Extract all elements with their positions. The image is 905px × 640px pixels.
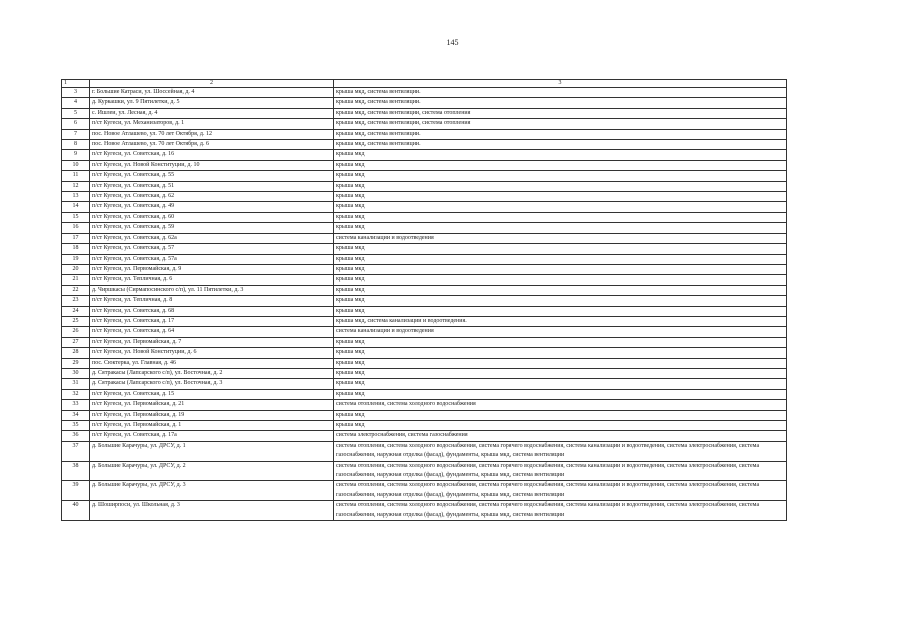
table-row (62, 181, 787, 191)
row-address: п/ст Кугеси, ул. Советская, д. 49 (90, 202, 334, 212)
row-number: 34 (62, 410, 90, 420)
row-number: 31 (62, 379, 90, 389)
row-number: 28 (62, 348, 90, 358)
table-row (62, 275, 787, 285)
row-work-types: крыша мкд, система вентиляции. (334, 88, 787, 98)
row-number: 32 (62, 389, 90, 399)
header-col-2: 2 (90, 80, 334, 88)
row-work-types: крыша мкд (334, 358, 787, 368)
row-work-types: крыша мкд, система канализации и водоотведения. (334, 316, 787, 326)
row-address: п/ст Кугеси, ул. Советская, д. 57 (90, 244, 334, 254)
row-address: п/ст Кугеси, ул. Первомайская, д. 9 (90, 264, 334, 274)
row-number: 24 (62, 306, 90, 316)
row-address: п/ст Кугеси, ул. Советская, д. 17 (90, 316, 334, 326)
table-row (62, 140, 787, 150)
row-address: пос. Сюктерка, ул. Главная, д. 46 (90, 358, 334, 368)
table-row (62, 223, 787, 233)
row-number: 27 (62, 337, 90, 347)
row-work-types: крыша мкд (334, 306, 787, 316)
table-row (62, 400, 787, 410)
row-number: 3 (62, 88, 90, 98)
table-row (62, 98, 787, 108)
row-address: д. Куркашки, ул. 9 Пятилетки, д. 5 (90, 98, 334, 108)
row-work-types: крыша мкд (334, 410, 787, 420)
row-address: п/ст Кугеси, ул. Советская, д. 68 (90, 306, 334, 316)
table-row (62, 192, 787, 202)
row-address: д. Сятракасы (Лапсарского с/п), ул. Восточная, д. 3 (90, 379, 334, 389)
table-row (62, 244, 787, 254)
row-work-types: крыша мкд (334, 212, 787, 222)
row-work-types: система электроснабжения, система газоснабжения (334, 431, 787, 441)
row-work-types: крыша мкд (334, 296, 787, 306)
row-number: 22 (62, 285, 90, 295)
row-work-types: крыша мкд (334, 264, 787, 274)
table-row (62, 501, 787, 521)
row-address: пос. Новое Атлашево, ул. 70 лет Октября, д. 6 (90, 140, 334, 150)
row-address: п/ст Кугеси, ул. Тепличная, д. 6 (90, 275, 334, 285)
row-work-types: крыша мкд (334, 389, 787, 399)
row-number: 17 (62, 233, 90, 243)
row-work-types: крыша мкд, система вентиляции. (334, 98, 787, 108)
table-row (62, 254, 787, 264)
table-row (62, 129, 787, 139)
row-address: п/ст Кугеси, ул. Первомайская, д. 21 (90, 400, 334, 410)
row-address: п/ст Кугеси, ул. Советская, д. 59 (90, 223, 334, 233)
row-work-types: система отопления, система холодного водоснабжения, система горячего водоснабжения, система канализации и водоотведения, система электроснабжения, система газоснабжения, наружная отделка (фасад), фундаменты, крыша мкд, система вентиляции (334, 441, 787, 461)
row-work-types: крыша мкд, система вентиляции, система отопления (334, 108, 787, 118)
row-work-types: крыша мкд (334, 150, 787, 160)
row-work-types: крыша мкд (334, 285, 787, 295)
row-work-types: крыша мкд (334, 244, 787, 254)
row-work-types: крыша мкд (334, 379, 787, 389)
row-number: 40 (62, 501, 90, 521)
row-address: п/ст Кугеси, ул. Новой Конституции, д. 10 (90, 160, 334, 170)
row-work-types: система отопления, система холодного водоснабжения, система горячего водоснабжения, система канализации и водоотведения, система электроснабжения, система газоснабжения, наружная отделка (фасад), фундаменты, крыша мкд, система вентиляции (334, 481, 787, 501)
row-work-types: крыша мкд (334, 254, 787, 264)
table-row (62, 202, 787, 212)
row-address: п/ст Кугеси, ул. Советская, д. 17а (90, 431, 334, 441)
row-address: д. Большие Карачуры, ул. ДРСУ, д. 3 (90, 481, 334, 501)
table-row (62, 421, 787, 431)
table-row (62, 348, 787, 358)
table-row (62, 296, 787, 306)
row-number: 16 (62, 223, 90, 233)
row-address: п/ст Кугеси, ул. Первомайская, д. 7 (90, 337, 334, 347)
row-number: 20 (62, 264, 90, 274)
row-number: 37 (62, 441, 90, 461)
row-number: 14 (62, 202, 90, 212)
table-body (62, 80, 787, 521)
row-work-types: система канализации и водоотведения (334, 233, 787, 243)
row-work-types: крыша мкд (334, 223, 787, 233)
row-address: п/ст Кугеси, ул. Новой Конституции, д. 6 (90, 348, 334, 358)
table-row (62, 481, 787, 501)
page-number: 145 (446, 38, 459, 47)
row-number: 4 (62, 98, 90, 108)
table-row (62, 264, 787, 274)
row-address: п/ст Кугеси, ул. Советская, д. 55 (90, 171, 334, 181)
row-work-types: крыша мкд (334, 275, 787, 285)
row-number: 25 (62, 316, 90, 326)
row-number: 5 (62, 108, 90, 118)
row-number: 10 (62, 160, 90, 170)
table-row (62, 171, 787, 181)
table-row (62, 88, 787, 98)
row-address: п/ст Кугеси, ул. Советская, д. 16 (90, 150, 334, 160)
row-work-types: система отопления, система холодного водоснабжения (334, 400, 787, 410)
table-row (62, 389, 787, 399)
row-number: 11 (62, 171, 90, 181)
table-row (62, 285, 787, 295)
table-row (62, 461, 787, 481)
row-address: п/ст Кугеси, ул. Первомайская, д. 19 (90, 410, 334, 420)
table-row (62, 410, 787, 420)
table-row (62, 108, 787, 118)
table-row (62, 212, 787, 222)
row-number: 36 (62, 431, 90, 441)
table-row (62, 306, 787, 316)
row-number: 29 (62, 358, 90, 368)
row-number: 15 (62, 212, 90, 222)
row-number: 35 (62, 421, 90, 431)
header-col-1: 1 (62, 80, 90, 88)
table-header-row (62, 80, 787, 88)
row-work-types: крыша мкд (334, 202, 787, 212)
row-work-types: крыша мкд (334, 337, 787, 347)
table-row (62, 358, 787, 368)
table-row (62, 119, 787, 129)
row-number: 12 (62, 181, 90, 191)
row-work-types: крыша мкд (334, 160, 787, 170)
row-address: д. Шоширпоси, ул. Школьная, д. 3 (90, 501, 334, 521)
row-work-types: крыша мкд (334, 421, 787, 431)
row-address: п/ст Кугеси, ул. Советская, д. 60 (90, 212, 334, 222)
row-work-types: система канализации и водоотведения (334, 327, 787, 337)
row-address: п/ст Кугеси, ул. Советская, д. 57а (90, 254, 334, 264)
row-number: 13 (62, 192, 90, 202)
row-work-types: крыша мкд (334, 368, 787, 378)
row-work-types: крыша мкд, система вентиляции. (334, 129, 787, 139)
table-row (62, 233, 787, 243)
row-address: г. Большие Катраси, ул. Шоссейная, д. 4 (90, 88, 334, 98)
row-address: с. Ишлеи, ул. Лесная, д. 4 (90, 108, 334, 118)
row-address: п/ст Кугеси, ул. Советская, д. 64 (90, 327, 334, 337)
row-address: д. Большие Карачуры, ул. ДРСУ, д. 1 (90, 441, 334, 461)
row-work-types: крыша мкд (334, 181, 787, 191)
row-number: 26 (62, 327, 90, 337)
row-number: 7 (62, 129, 90, 139)
row-number: 23 (62, 296, 90, 306)
header-col-3: 3 (334, 80, 787, 88)
row-address: пос. Новое Атлашево, ул. 70 лет Октября, д. 12 (90, 129, 334, 139)
row-address: п/ст Кугеси, ул. Первомайская, д. 1 (90, 421, 334, 431)
work-schedule-table (61, 79, 787, 521)
row-number: 8 (62, 140, 90, 150)
table-row (62, 337, 787, 347)
row-number: 39 (62, 481, 90, 501)
row-number: 21 (62, 275, 90, 285)
row-work-types: крыша мкд (334, 348, 787, 358)
row-work-types: крыша мкд, система вентиляции. (334, 140, 787, 150)
row-number: 18 (62, 244, 90, 254)
row-work-types: крыша мкд (334, 192, 787, 202)
table-row (62, 431, 787, 441)
row-address: п/ст Кугеси, ул. Тепличная, д. 8 (90, 296, 334, 306)
row-number: 6 (62, 119, 90, 129)
table-row (62, 379, 787, 389)
row-number: 9 (62, 150, 90, 160)
table-row (62, 441, 787, 461)
row-address: п/ст Кугеси, ул. Советская, д. 51 (90, 181, 334, 191)
row-address: п/ст Кугеси, ул. Советская, д. 62 (90, 192, 334, 202)
row-work-types: крыша мкд (334, 171, 787, 181)
table-row (62, 160, 787, 170)
table-row (62, 327, 787, 337)
row-number: 38 (62, 461, 90, 481)
row-address: п/ст Кугеси, ул. Механизаторов, д. 1 (90, 119, 334, 129)
row-work-types: система отопления, система холодного водоснабжения, система горячего водоснабжения, система канализации и водоотведения, система электроснабжения, система газоснабжения, наружная отделка (фасад), фундаменты, крыша мкд, система вентиляции (334, 501, 787, 521)
row-address: д. Большие Карачуры, ул. ДРСУ, д. 2 (90, 461, 334, 481)
row-work-types: крыша мкд, система вентиляции, система отопления (334, 119, 787, 129)
row-number: 19 (62, 254, 90, 264)
table-row (62, 150, 787, 160)
row-address: д. Чиршкасы (Сирмапосинского с/п), ул. 11 Пятилетки, д. 3 (90, 285, 334, 295)
row-address: д. Сятракасы (Лапсарского с/п), ул. Восточная, д. 2 (90, 368, 334, 378)
row-work-types: система отопления, система холодного водоснабжения, система горячего водоснабжения, система канализации и водоотведения, система электроснабжения, система газоснабжения, наружная отделка (фасад), фундаменты, крыша мкд, система вентиляции (334, 461, 787, 481)
row-number: 30 (62, 368, 90, 378)
row-address: п/ст Кугеси, ул. Советская, д. 15 (90, 389, 334, 399)
row-address: п/ст Кугеси, ул. Советская, д. 62а (90, 233, 334, 243)
row-number: 33 (62, 400, 90, 410)
table-row (62, 368, 787, 378)
table-row (62, 316, 787, 326)
